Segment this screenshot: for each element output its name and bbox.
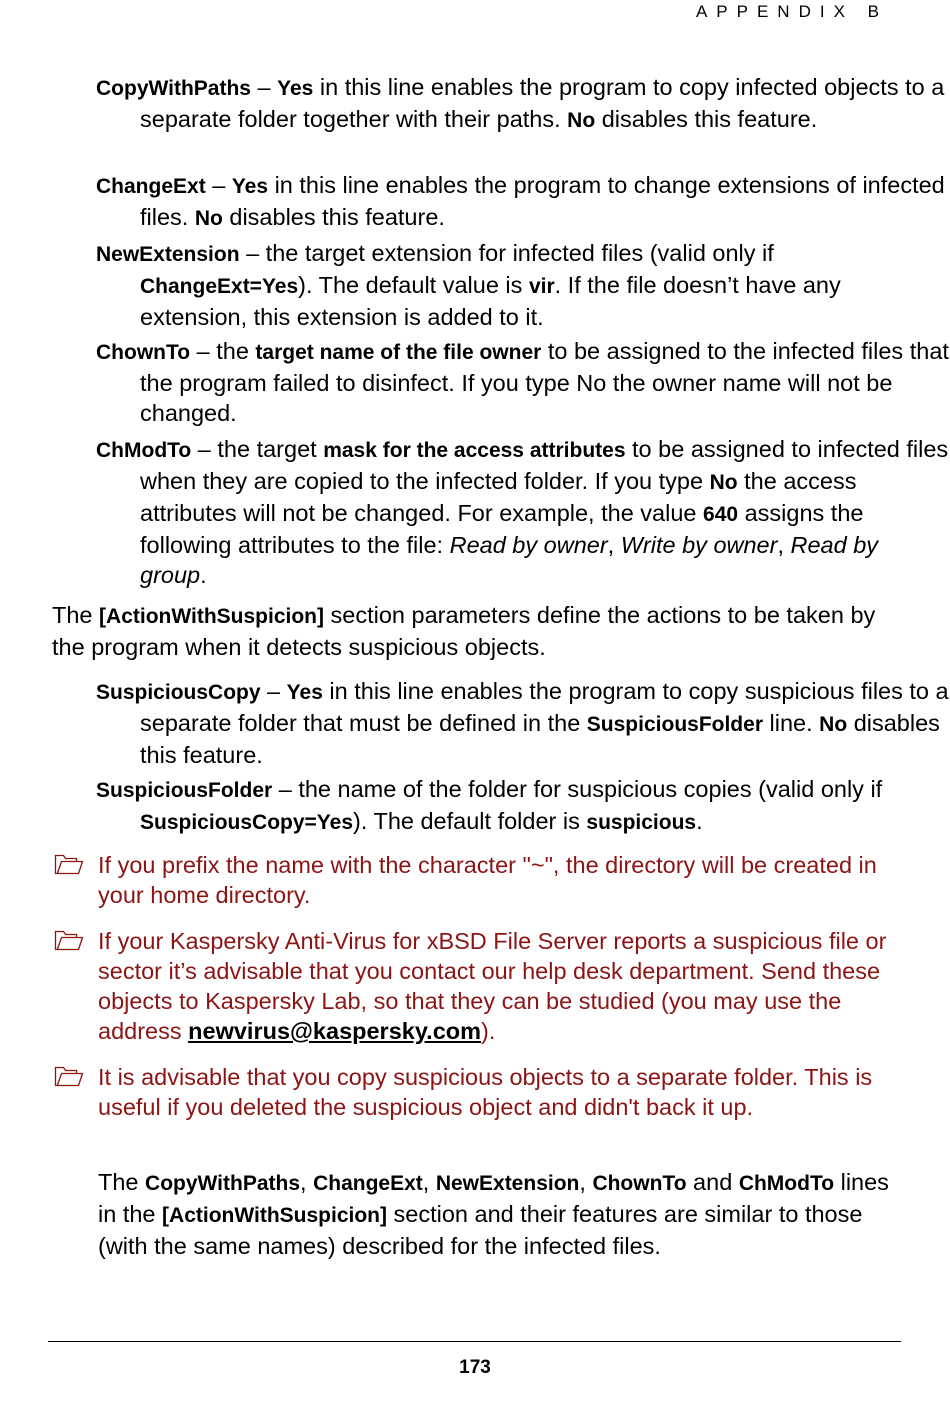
section-intro-paragraph [52,600,912,662]
keyword: ChownTo [592,1172,687,1195]
italic-text: Read by group [140,532,879,588]
text: The [98,1169,146,1195]
closing-paragraph [98,1167,908,1261]
text: to be assigned to the infected files that the program failed to disinfect. If you type No the owner name will not be changed. [140,338,949,426]
text: line. [763,710,820,736]
keyword: SuspiciousFolder [96,779,273,802]
note-help-desk [98,926,908,1046]
keyword: ChownTo [96,341,191,364]
note-copy-suspicious: It is advisable that you copy suspicious objects to a separate folder. This is useful if you deleted the suspicious object and didn't back it up. [98,1064,873,1120]
keyword: mask for the access attributes [323,439,626,462]
text: in this line enables the program to change extensions of infected files. [140,172,945,230]
keyword: SuspiciousFolder [586,713,763,736]
keyword: No [709,471,738,494]
text: If your Kaspersky Anti-Virus for xBSD File Server reports a suspicious file or sector it’s advisable that you contact our help desk department. Send these objects to Kaspersky Lab, so that they can be studied (you may use the address [98,928,887,1044]
text: to be assigned to infected files when they are copied to the infected folder. If you type [140,436,949,494]
text: – the [190,338,256,364]
text: , [422,1169,436,1195]
keyword: ChangeExt [313,1172,423,1195]
text: section and their features are similar to those (with the same names) described for the infected files. [98,1201,863,1259]
text: disables this feature. [595,106,818,132]
text: . [696,808,703,834]
keyword: suspicious [586,811,697,834]
text: ). [481,1018,496,1044]
italic-text: Read by owner [449,532,608,558]
text: – the target extension for infected files (valid only if [239,240,774,266]
def-copywithpaths [96,72,950,136]
keyword: SuspiciousCopy=Yes [140,811,353,834]
folder-note-icon [54,1065,84,1087]
italic-text: Write by owner [620,532,778,558]
keyword: NewExtension [435,1172,580,1195]
running-header: APPENDIX B [695,2,888,21]
text: ). The default value is [298,272,529,298]
keyword: ChModTo [738,1172,835,1195]
text: assigns the following attributes to the file: [140,500,864,558]
keyword: CopyWithPaths [145,1172,301,1195]
note-home-directory: If you prefix the name with the character "~", the directory will be created in your home directory. [98,852,877,908]
keyword: Yes [286,681,323,704]
text: disables this feature. [222,204,445,230]
keyword: ChangeExt [96,175,206,198]
keyword: 640 [703,503,739,526]
text: – [250,74,278,100]
def-newextension [96,238,950,332]
keyword: ChModTo [96,439,192,462]
def-changeext [96,170,950,234]
def-chownto [96,336,950,428]
keyword: Yes [231,175,269,198]
text: ). The default folder is [353,808,587,834]
text: – the name of the folder for suspicious copies (valid only if [272,776,883,802]
text: and [686,1169,739,1195]
keyword: CopyWithPaths [96,77,251,100]
text: lines in the [98,1169,889,1227]
page-number: 173 [459,1357,491,1378]
text: , [579,1169,593,1195]
keyword: [ActionWithSuspicion] [162,1204,387,1227]
text: disables this feature. [140,710,940,768]
text: , [300,1169,314,1195]
text: The [52,602,100,628]
text: in this line enables the program to copy suspicious files to a separate folder that must be defined in the [140,678,949,736]
keyword: No [819,713,848,736]
keyword: SuspiciousCopy [96,681,261,704]
folder-note-icon [54,853,84,875]
keyword: target name of the file owner [255,341,542,364]
text: . If the file doesn’t have any extension, this extension is added to it. [140,272,841,330]
text: , [777,532,791,558]
def-suspiciouscopy [96,676,950,770]
text: the access attributes will not be changed. For example, the value [140,468,857,526]
keyword: [ActionWithSuspicion] [99,605,324,628]
email-link[interactable]: newvirus@kaspersky.com [188,1018,482,1044]
text: – [205,172,232,198]
keyword: No [194,207,223,230]
keyword: No [567,109,596,132]
text: . [200,562,207,588]
keyword: vir [528,275,555,298]
folder-note-icon [54,929,84,951]
text: – [260,678,287,704]
def-chmodto [96,434,950,590]
text: – the target [191,436,324,462]
footer-divider [48,1341,901,1342]
text: in this line enables the program to copy infected objects to a separate folder together with their paths. [140,74,945,132]
keyword: Yes [277,77,314,100]
text: section parameters define the actions to be taken by the program when it detects suspicious objects. [52,602,876,660]
keyword: NewExtension [96,243,240,266]
text: , [607,532,621,558]
keyword: ChangeExt=Yes [140,275,299,298]
def-suspiciousfolder [96,774,950,838]
